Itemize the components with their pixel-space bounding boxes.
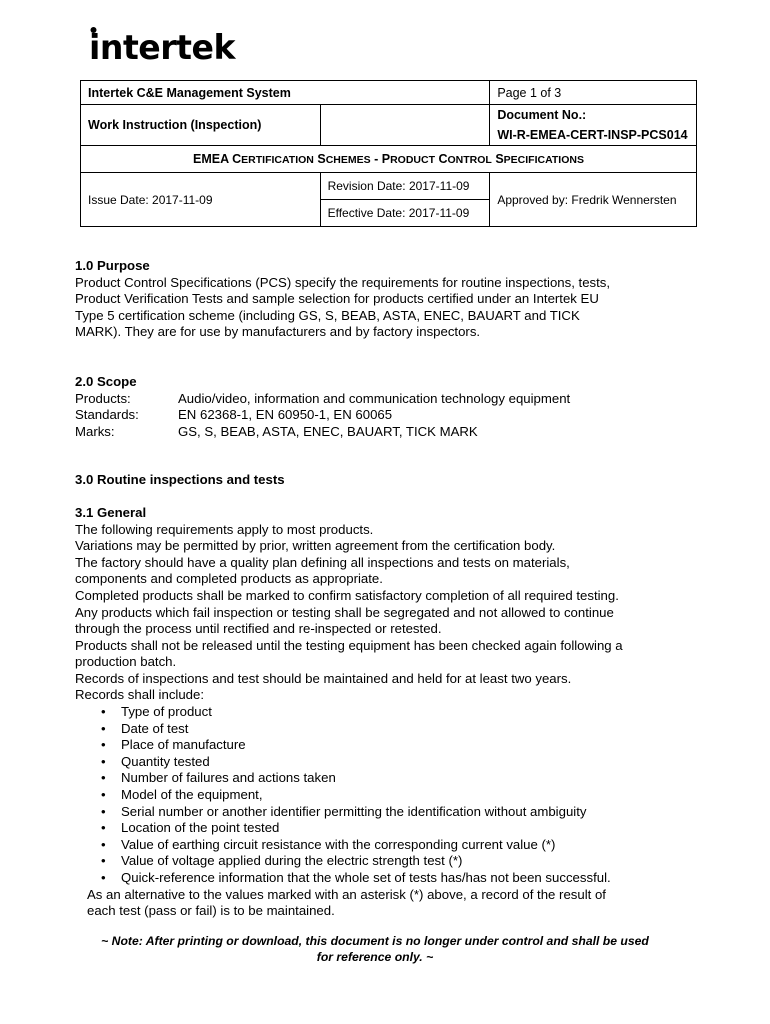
control-note-line: ~ Note: After printing or download, this document is no longer under control and shall be used xyxy=(101,934,649,948)
alternative-line: As an alternative to the values marked with an asterisk (*) above, a record of the result of xyxy=(87,886,606,902)
general-line: production batch. xyxy=(75,654,177,670)
document-header-table xyxy=(80,80,697,227)
general-line: The factory should have a quality plan defining all inspections and tests on materials, xyxy=(75,554,570,570)
general-line: Products shall not be released until the testing equipment has been checked again following a xyxy=(75,637,623,653)
scope-label: Standards: xyxy=(75,407,139,423)
scope-row-marks xyxy=(75,424,675,441)
purpose-text xyxy=(75,275,675,341)
general-line: Any products which fail inspection or testing shall be segregated and not allowed to continue xyxy=(75,604,614,620)
management-system-label: Intertek C&E Management System xyxy=(81,81,490,105)
scope-value: GS, S, BEAB, ASTA, ENEC, BAUART, TICK MARK xyxy=(178,423,478,439)
revision-date: Revision Date: 2017-11-09 xyxy=(320,173,490,200)
purpose-line: Product Control Specifications (PCS) specify the requirements for routine inspections, tests, xyxy=(75,274,611,290)
alternative-note xyxy=(75,887,675,920)
scope-label: Marks: xyxy=(75,423,115,439)
approved-by: Approved by: Fredrik Wennersten xyxy=(490,173,697,227)
list-item: • Value of earthing circuit resistance with the corresponding current value (*) xyxy=(121,837,675,854)
scope-row-standards xyxy=(75,407,675,424)
general-line: components and completed products as appropriate. xyxy=(75,571,383,587)
document-title: EMEA CERTIFICATION SCHEMES - PRODUCT CONTROL SPECIFICATIONS xyxy=(81,146,697,173)
general-line: Variations may be permitted by prior, written agreement from the certification body. xyxy=(75,538,556,554)
document-body xyxy=(75,258,675,920)
svg-text:intertek: intertek xyxy=(89,28,237,66)
records-list xyxy=(75,704,675,887)
list-item: • Type of product xyxy=(121,704,675,721)
document-number-label: Document No.: xyxy=(497,108,587,122)
intertek-logo xyxy=(89,22,239,66)
scope-value: Audio/video, information and communication technology equipment xyxy=(178,390,571,406)
list-item: • Number of failures and actions taken xyxy=(121,770,675,787)
purpose-line: MARK). They are for use by manufacturers and by factory inspectors. xyxy=(75,324,481,340)
list-item: • Date of test xyxy=(121,721,675,738)
list-item: • Quick-reference information that the whole set of tests has/has not been successful. xyxy=(121,870,675,887)
list-item: • Model of the equipment, xyxy=(121,787,675,804)
purpose-line: Type 5 certification scheme (including GS, S, BEAB, ASTA, ENEC, BAUART and TICK xyxy=(75,307,580,323)
purpose-heading: 1.0 Purpose xyxy=(75,258,150,273)
general-line: Records of inspections and test should be maintained and held for at least two years. xyxy=(75,670,572,686)
general-line: The following requirements apply to most products. xyxy=(75,521,374,537)
document-type: Work Instruction (Inspection) xyxy=(81,105,321,146)
page-indicator: Page 1 of 3 xyxy=(490,81,697,105)
general-subheading: 3.1 General xyxy=(75,504,147,520)
list-item: • Location of the point tested xyxy=(121,820,675,837)
list-item: • Place of manufacture xyxy=(121,737,675,754)
control-note xyxy=(75,933,675,965)
routine-heading: 3.0 Routine inspections and tests xyxy=(75,472,285,488)
scope-label: Products: xyxy=(75,390,131,406)
general-text xyxy=(75,522,675,705)
control-note-line: for reference only. ~ xyxy=(316,950,434,964)
general-line: Completed products shall be marked to confirm satisfactory completion of all required testing. xyxy=(75,587,619,603)
alternative-line: each test (pass or fail) is to be maintained. xyxy=(87,903,335,919)
list-item: • Value of voltage applied during the electric strength test (*) xyxy=(121,853,675,870)
scope-value: EN 62368-1, EN 60950-1, EN 60065 xyxy=(178,407,393,423)
empty-cell xyxy=(320,105,490,146)
purpose-line: Product Verification Tests and sample selection for products certified under an Intertek EU xyxy=(75,291,599,307)
scope-row-products xyxy=(75,391,675,408)
list-item: • Serial number or another identifier permitting the identification without ambiguity xyxy=(121,804,675,821)
scope-heading: 2.0 Scope xyxy=(75,373,137,389)
document-number: WI-R-EMEA-CERT-INSP-PCS014 xyxy=(497,128,688,142)
general-line: through the process until rectified and re-inspected or retested. xyxy=(75,621,442,637)
general-line: Records shall include: xyxy=(75,687,205,703)
effective-date: Effective Date: 2017-11-09 xyxy=(320,200,490,227)
list-item: • Quantity tested xyxy=(121,754,675,771)
document-number-cell xyxy=(490,105,697,146)
issue-date: Issue Date: 2017-11-09 xyxy=(81,173,321,227)
